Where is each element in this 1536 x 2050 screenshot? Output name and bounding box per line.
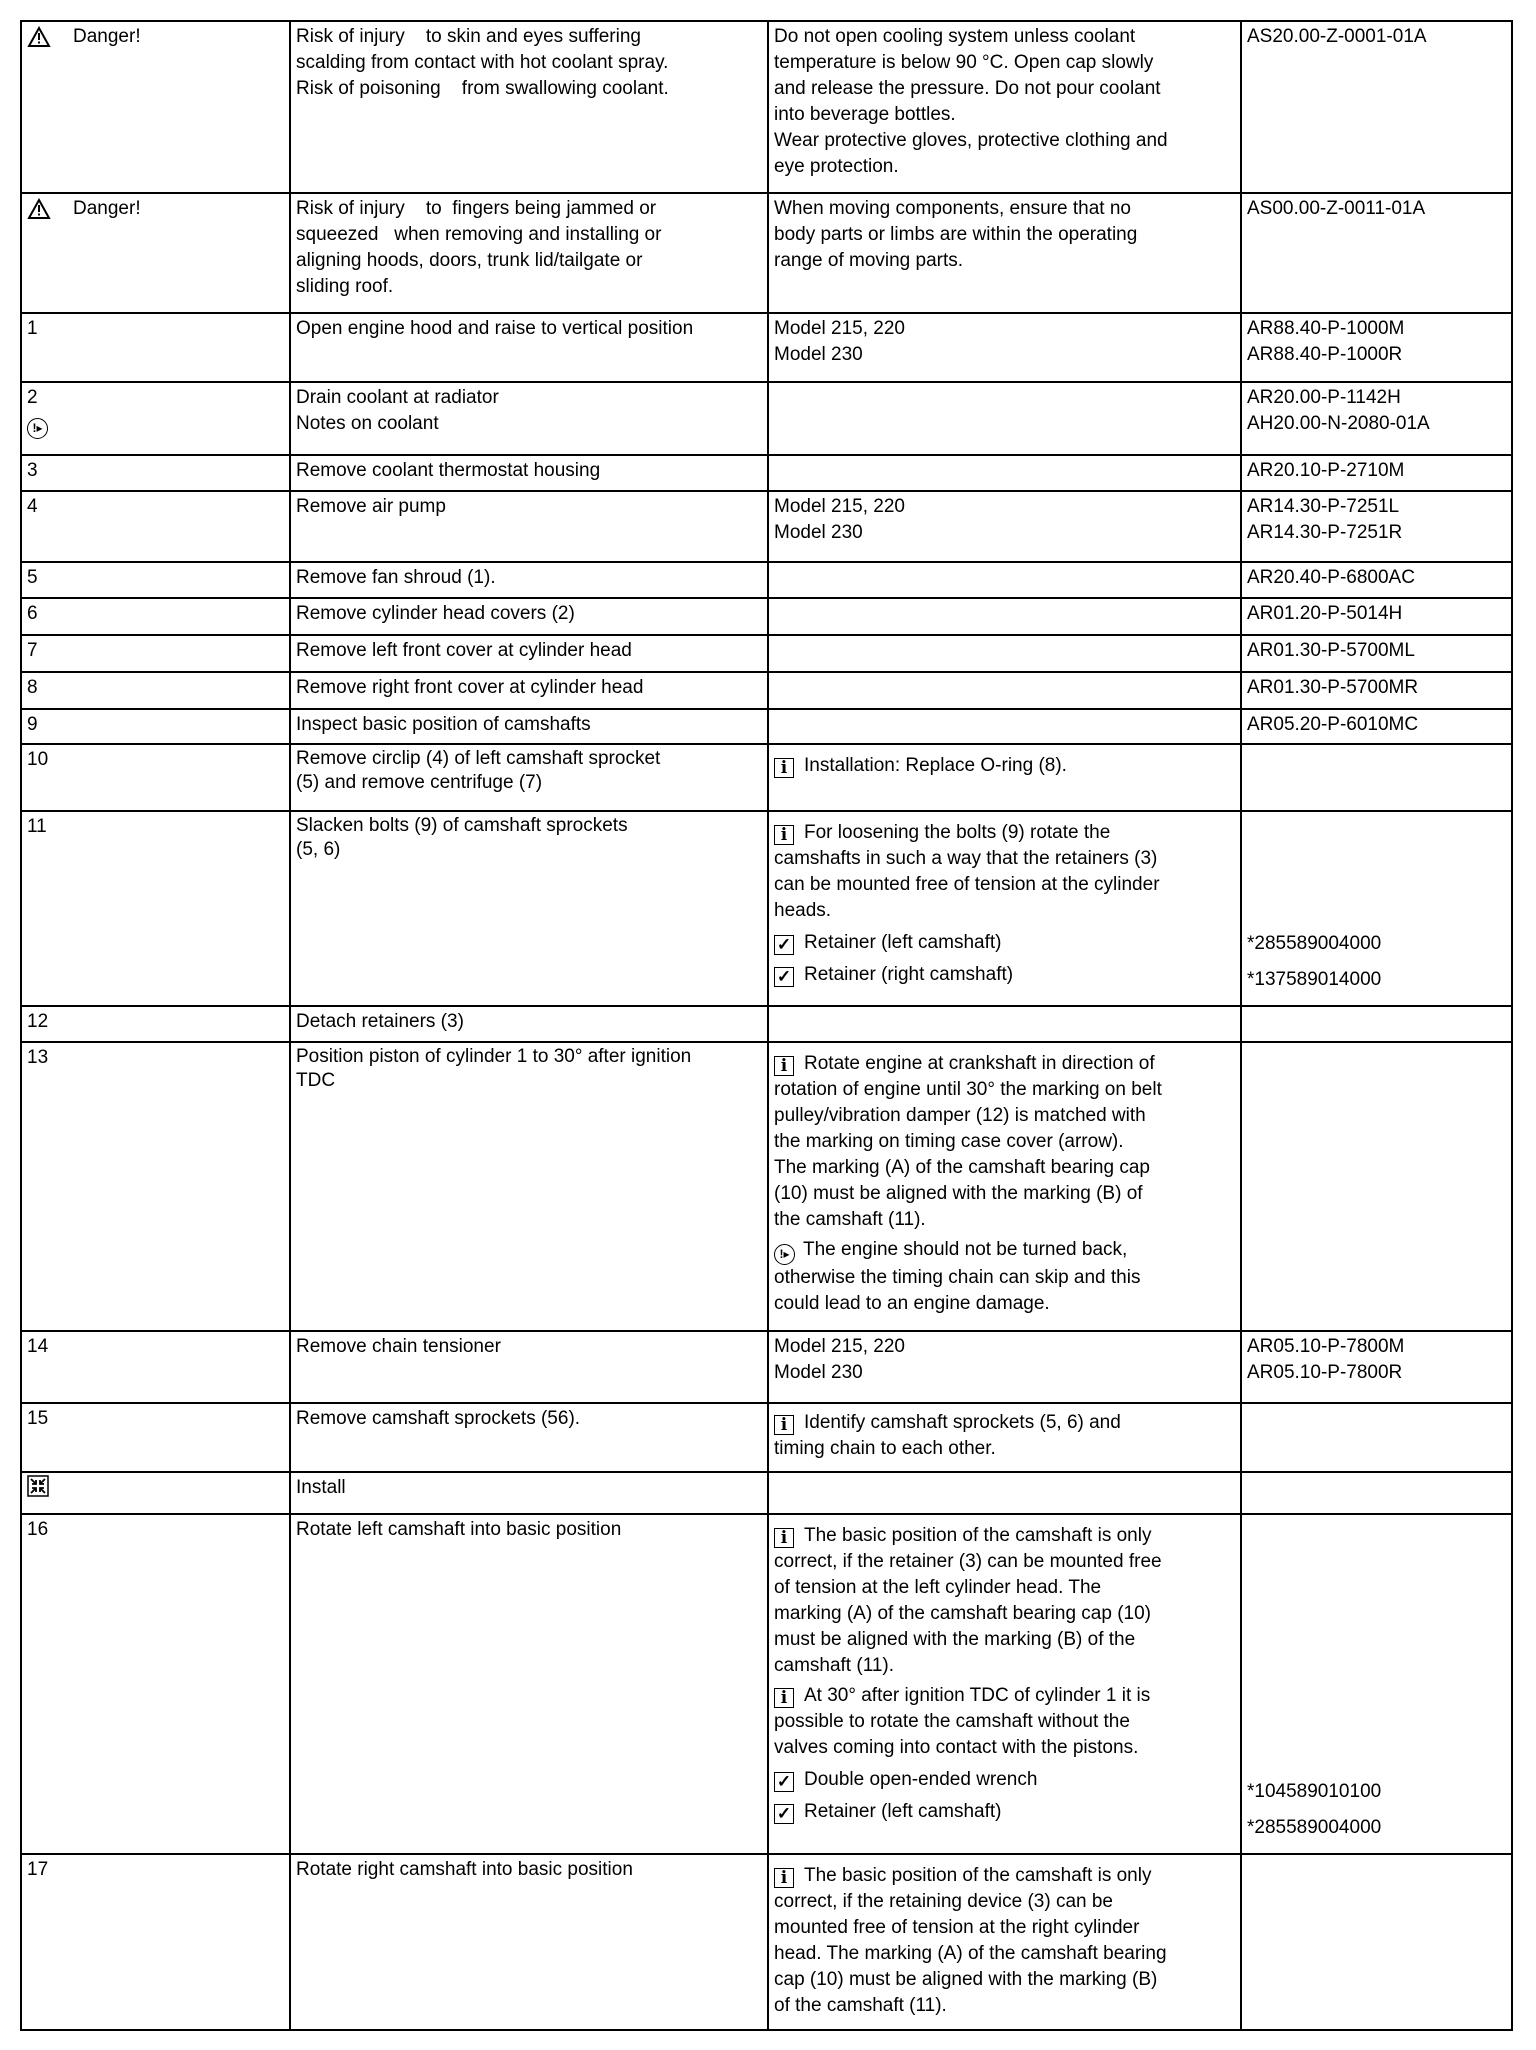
action-line: Remove circlip (4) of left camshaft sprocket — [296, 748, 661, 769]
info-line: of the camshaft (11). — [774, 1995, 947, 2016]
info-line: valves coming into contact with the pistons. — [774, 1737, 1139, 1758]
info-line: camshaft (11). — [774, 1655, 895, 1676]
action-cell — [290, 21, 768, 193]
tool-part-number[interactable]: *285589004000 — [1247, 1817, 1382, 1838]
info-line: The basic position of the camshaft is only — [804, 1525, 1152, 1546]
table-row — [21, 382, 1512, 455]
special-tool-item — [774, 1767, 1236, 1793]
step-cell — [21, 491, 290, 562]
info-line: (10) must be aligned with the marking (B) of — [774, 1183, 1143, 1204]
action-cell — [290, 562, 768, 598]
action-cell — [290, 1514, 768, 1854]
info-icon: i — [774, 1056, 794, 1076]
ref-cell — [1241, 491, 1512, 562]
ref-cell — [1241, 744, 1512, 811]
warning-triangle-icon — [27, 198, 51, 220]
action-line: aligning hoods, doors, trunk lid/tailgate or — [296, 250, 643, 271]
ref-cell — [1241, 21, 1512, 193]
ref-cell — [1241, 709, 1512, 744]
caution-line: The engine should not be turned back, — [803, 1239, 1128, 1260]
ref-cell — [1241, 811, 1512, 1006]
step-number: 13 — [27, 1047, 49, 1068]
tool-part-number[interactable]: *104589010100 — [1247, 1781, 1382, 1802]
procedure-table — [20, 20, 1513, 2031]
table-row — [21, 635, 1512, 672]
notes-cell — [768, 672, 1241, 709]
step-number: 1 — [27, 318, 38, 339]
step-cell — [21, 1006, 290, 1042]
table-row — [21, 811, 1512, 1006]
table-row — [21, 562, 1512, 598]
info-line: timing chain to each other. — [774, 1438, 996, 1459]
action-cell — [290, 811, 768, 1006]
notes-cell — [768, 193, 1241, 313]
table-row — [21, 1403, 1512, 1472]
info-line: heads. — [774, 900, 832, 921]
document-ref-link[interactable]: AR88.40-P-1000R — [1247, 344, 1403, 365]
table-row — [21, 672, 1512, 709]
step-number: 15 — [27, 1408, 49, 1429]
action-line: Rotate right camshaft into basic position — [296, 1859, 633, 1880]
step-cell — [21, 672, 290, 709]
document-ref-link[interactable]: AR01.20-P-5014H — [1247, 603, 1403, 624]
caution-notice-icon: !▸ — [27, 418, 48, 439]
action-cell — [290, 1472, 768, 1514]
tool-label: Retainer (left camshaft) — [804, 932, 1002, 953]
tool-label: Retainer (right camshaft) — [804, 964, 1014, 985]
warning-triangle-icon — [27, 26, 51, 48]
notes-cell — [768, 598, 1241, 635]
info-line: The marking (A) of the camshaft bearing cap — [774, 1157, 1150, 1178]
step-cell — [21, 709, 290, 744]
action-line: Remove chain tensioner — [296, 1336, 501, 1357]
notes-cell — [768, 744, 1241, 811]
ref-cell — [1241, 1403, 1512, 1472]
notes-cell — [768, 562, 1241, 598]
action-line: Drain coolant at radiator — [296, 387, 499, 408]
step-number: 14 — [27, 1336, 49, 1357]
ref-cell — [1241, 193, 1512, 313]
document-ref-link[interactable]: AH20.00-N-2080-01A — [1247, 413, 1430, 434]
notes-cell — [768, 21, 1241, 193]
step-number: 9 — [27, 714, 38, 735]
action-line: scalding from contact with hot coolant spray. — [296, 52, 669, 73]
ref-cell — [1241, 635, 1512, 672]
step-number: 4 — [27, 496, 38, 517]
action-line: Inspect basic position of camshafts — [296, 714, 591, 735]
action-cell — [290, 598, 768, 635]
notes-cell — [768, 1472, 1241, 1514]
step-cell — [21, 1403, 290, 1472]
table-row — [21, 1006, 1512, 1042]
table-row — [21, 1331, 1512, 1403]
action-line: Risk of poisoning from swallowing coolant. — [296, 78, 669, 99]
ref-cell — [1241, 1854, 1512, 2030]
action-cell — [290, 672, 768, 709]
info-icon: i — [774, 825, 794, 845]
action-line: TDC — [296, 1070, 336, 1091]
ref-cell — [1241, 313, 1512, 382]
action-line: Remove left front cover at cylinder head — [296, 640, 632, 661]
info-icon: i — [774, 1528, 794, 1548]
ref-cell — [1241, 1331, 1512, 1403]
ref-cell — [1241, 1042, 1512, 1331]
table-row — [21, 1514, 1512, 1854]
table-row — [21, 21, 1512, 193]
info-line: can be mounted free of tension at the cylinder — [774, 874, 1160, 895]
danger-label: Danger! — [73, 198, 141, 219]
table-row — [21, 455, 1512, 491]
install-icon — [27, 1475, 49, 1497]
info-line: the marking on timing case cover (arrow). — [774, 1131, 1124, 1152]
step-number: 10 — [27, 749, 49, 770]
action-line: Remove camshaft sprockets (56). — [296, 1408, 581, 1429]
notes-cell — [768, 1514, 1241, 1854]
document-ref-link[interactable]: AR20.10-P-2710M — [1247, 460, 1405, 481]
notes-cell — [768, 1403, 1241, 1472]
document-ref-link[interactable]: AR05.20-P-6010MC — [1247, 714, 1419, 735]
tool-label: Double open-ended wrench — [804, 1769, 1038, 1790]
note-line: into beverage bottles. — [774, 104, 956, 125]
model-note: Model 230 — [774, 1362, 863, 1383]
action-cell — [290, 313, 768, 382]
step-number: 11 — [27, 816, 47, 837]
note-line: body parts or limbs are within the operating — [774, 224, 1138, 245]
step-cell — [21, 1042, 290, 1331]
document-ref-link[interactable]: AR05.10-P-7800R — [1247, 1362, 1403, 1383]
model-note: Model 215, 220 — [774, 1336, 905, 1357]
notes-cell — [768, 313, 1241, 382]
table-row — [21, 491, 1512, 562]
document-ref-link[interactable]: AS00.00-Z-0011-01A — [1247, 198, 1426, 219]
action-cell — [290, 193, 768, 313]
step-number: 2 — [27, 387, 38, 408]
info-line: correct, if the retaining device (3) can be — [774, 1891, 1114, 1912]
step-cell — [21, 811, 290, 1006]
ref-cell — [1241, 1514, 1512, 1854]
document-ref-link[interactable]: AR14.30-P-7251L — [1247, 496, 1400, 517]
step-cell — [21, 744, 290, 811]
action-cell — [290, 1331, 768, 1403]
step-number: 5 — [27, 567, 38, 588]
info-line: cap (10) must be aligned with the marking (B) — [774, 1969, 1158, 1990]
info-line: rotation of engine until 30° the marking on belt — [774, 1079, 1162, 1100]
info-line: of tension at the left cylinder head. The — [774, 1577, 1102, 1598]
step-cell — [21, 21, 290, 193]
document-ref-link[interactable]: AR88.40-P-1000M — [1247, 318, 1405, 339]
step-cell — [21, 455, 290, 491]
step-cell — [21, 1331, 290, 1403]
special-tool-item — [774, 1799, 1236, 1825]
tool-part-number[interactable]: *285589004000 — [1247, 933, 1382, 954]
document-ref-link[interactable]: AR14.30-P-7251R — [1247, 522, 1403, 543]
note-line: Do not open cooling system unless coolant — [774, 26, 1136, 47]
wrench-tool-icon: ✓ — [774, 935, 794, 955]
step-number: 3 — [27, 460, 38, 481]
notes-cell — [768, 1006, 1241, 1042]
action-line: Risk of injury to fingers being jammed or — [296, 198, 657, 219]
action-line: squeezed when removing and installing or — [296, 224, 662, 245]
note-line: When moving components, ensure that no — [774, 198, 1131, 219]
action-cell — [290, 1403, 768, 1472]
step-cell — [21, 313, 290, 382]
action-cell — [290, 744, 768, 811]
action-cell — [290, 709, 768, 744]
action-line: Remove coolant thermostat housing — [296, 460, 601, 481]
table-row — [21, 598, 1512, 635]
info-line: correct, if the retainer (3) can be mounted free — [774, 1551, 1162, 1572]
step-cell — [21, 635, 290, 672]
ref-cell — [1241, 598, 1512, 635]
ref-cell — [1241, 382, 1512, 455]
table-row — [21, 193, 1512, 313]
wrench-tool-icon: ✓ — [774, 967, 794, 987]
info-icon: i — [774, 1688, 794, 1708]
step-cell — [21, 1854, 290, 2030]
document-ref-link[interactable]: AR05.10-P-7800M — [1247, 1336, 1405, 1357]
info-line: camshafts in such a way that the retainers (3) — [774, 848, 1158, 869]
model-note: Model 230 — [774, 522, 863, 543]
notes-cell — [768, 811, 1241, 1006]
action-cell — [290, 382, 768, 455]
notes-cell — [768, 1854, 1241, 2030]
action-cell — [290, 491, 768, 562]
action-cell — [290, 455, 768, 491]
notes-cell — [768, 709, 1241, 744]
table-row — [21, 709, 1512, 744]
info-icon: i — [774, 758, 794, 778]
action-line: sliding roof. — [296, 276, 394, 297]
notes-cell — [768, 1042, 1241, 1331]
action-line: Position piston of cylinder 1 to 30° after ignition — [296, 1046, 692, 1067]
step-number: 17 — [27, 1859, 49, 1880]
info-line: mounted free of tension at the right cylinder — [774, 1917, 1140, 1938]
action-line: (5) and remove centrifuge (7) — [296, 772, 543, 793]
ref-cell — [1241, 455, 1512, 491]
action-line: Remove right front cover at cylinder head — [296, 677, 644, 698]
ref-cell — [1241, 1472, 1512, 1514]
note-line: eye protection. — [774, 156, 899, 177]
special-tool-item — [774, 962, 1236, 988]
table-row — [21, 313, 1512, 382]
table-row — [21, 744, 1512, 811]
model-note: Model 230 — [774, 344, 863, 365]
info-icon: i — [774, 1415, 794, 1435]
notes-cell — [768, 455, 1241, 491]
tool-label: Retainer (left camshaft) — [804, 1801, 1002, 1822]
step-number: 7 — [27, 640, 38, 661]
document-ref-link[interactable]: AR20.00-P-1142H — [1247, 387, 1401, 408]
install-heading: Install — [296, 1477, 346, 1498]
step-cell — [21, 382, 290, 455]
step-number: 12 — [27, 1011, 49, 1032]
wrench-tool-icon: ✓ — [774, 1804, 794, 1824]
document-ref-link[interactable]: AR20.40-P-6800AC — [1247, 567, 1415, 588]
info-line: The basic position of the camshaft is only — [804, 1865, 1152, 1886]
notes-cell — [768, 1331, 1241, 1403]
table-row — [21, 1472, 1512, 1514]
step-cell — [21, 1472, 290, 1514]
table-row — [21, 1042, 1512, 1331]
danger-label: Danger! — [73, 26, 141, 47]
document-ref-link[interactable]: AR01.30-P-5700ML — [1247, 640, 1415, 661]
note-line: and release the pressure. Do not pour coolant — [774, 78, 1161, 99]
special-tool-item — [774, 930, 1236, 956]
notes-cell — [768, 635, 1241, 672]
info-line: Identify camshaft sprockets (5, 6) and — [804, 1412, 1121, 1433]
info-line: For loosening the bolts (9) rotate the — [804, 822, 1111, 843]
action-line: Slacken bolts (9) of camshaft sprockets — [296, 815, 628, 836]
document-ref-link[interactable]: AS20.00-Z-0001-01A — [1247, 26, 1427, 47]
caution-line: could lead to an engine damage. — [774, 1292, 1050, 1314]
model-note: Model 215, 220 — [774, 496, 905, 517]
note-line: Wear protective gloves, protective clothing and — [774, 130, 1168, 151]
info-note: Installation: Replace O-ring (8). — [804, 755, 1067, 776]
step-cell — [21, 193, 290, 313]
document-ref-link[interactable]: AR01.30-P-5700MR — [1247, 677, 1419, 698]
step-number: 8 — [27, 677, 38, 698]
action-cell — [290, 1854, 768, 2030]
note-line: range of moving parts. — [774, 250, 964, 271]
action-line: (5, 6) — [296, 839, 341, 860]
info-line: pulley/vibration damper (12) is matched with — [774, 1105, 1146, 1126]
info-line: Rotate engine at crankshaft in direction of — [804, 1053, 1155, 1074]
note-line: temperature is below 90 °C. Open cap slowly — [774, 52, 1154, 73]
action-cell — [290, 635, 768, 672]
info-line: head. The marking (A) of the camshaft bearing — [774, 1943, 1167, 1964]
table-row — [21, 1854, 1512, 2030]
info-line: must be aligned with the marking (B) of the — [774, 1629, 1136, 1650]
step-number: 16 — [27, 1519, 49, 1540]
caution-line: otherwise the timing chain can skip and this — [774, 1266, 1141, 1288]
ref-cell — [1241, 1006, 1512, 1042]
info-line: marking (A) of the camshaft bearing cap (10) — [774, 1603, 1152, 1624]
step-cell — [21, 598, 290, 635]
action-line: Remove cylinder head covers (2) — [296, 603, 575, 624]
action-line: Remove air pump — [296, 496, 446, 517]
info-line: possible to rotate the camshaft without the — [774, 1711, 1130, 1732]
ref-cell — [1241, 672, 1512, 709]
action-line: Open engine hood and raise to vertical position — [296, 318, 694, 339]
action-line: Rotate left camshaft into basic position — [296, 1519, 622, 1540]
notes-cell — [768, 491, 1241, 562]
tool-part-number[interactable]: *137589014000 — [1247, 969, 1382, 990]
info-icon: i — [774, 1868, 794, 1888]
caution-notice-icon: !▸ — [774, 1244, 795, 1265]
notes-cell — [768, 382, 1241, 455]
step-number: 6 — [27, 603, 38, 624]
action-cell — [290, 1042, 768, 1331]
wrench-tool-icon: ✓ — [774, 1772, 794, 1792]
notes-on-coolant-link[interactable]: Notes on coolant — [296, 413, 439, 434]
step-cell — [21, 562, 290, 598]
model-note: Model 215, 220 — [774, 318, 905, 339]
action-cell — [290, 1006, 768, 1042]
info-line: At 30° after ignition TDC of cylinder 1 it is — [804, 1685, 1151, 1706]
ref-cell — [1241, 562, 1512, 598]
info-line: the camshaft (11). — [774, 1209, 926, 1230]
action-line: Risk of injury to skin and eyes suffering — [296, 26, 641, 47]
step-cell — [21, 1514, 290, 1854]
action-line: Remove fan shroud (1). — [296, 567, 496, 588]
action-line: Detach retainers (3) — [296, 1011, 464, 1032]
